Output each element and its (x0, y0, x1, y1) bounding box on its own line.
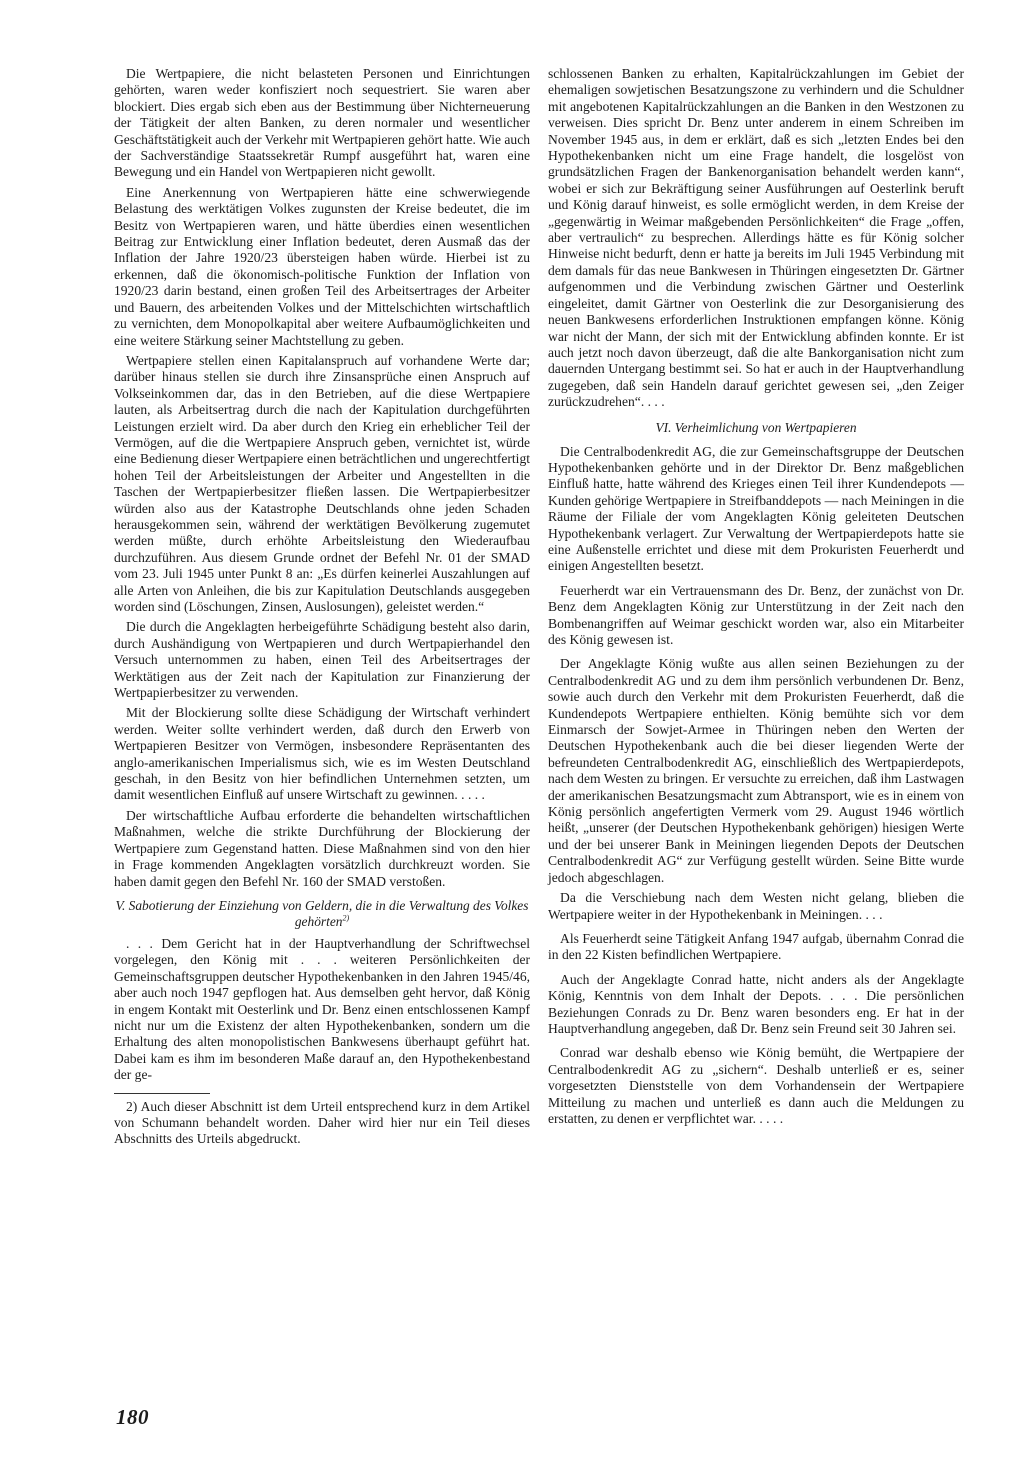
paragraph: Als Feuerherdt seine Tätigkeit Anfang 1947 aufgab, übernahm Conrad die in den 22 Kisten befindlichen Wertpapiere. (548, 930, 964, 963)
paragraph: Feuerherdt war ein Vertrauensmann des Dr. Benz, der zunächst von Dr. Benz dem Angeklagten König zur Unterstützung in der Zeit nach den Bombenangriffen auf Weimar geschickt worden war, also ein Mitarbeiter des König gewesen ist. (548, 582, 964, 647)
paragraph: Auch der Angeklagte Conrad hatte, nicht anders als der Angeklagte König, Kenntnis von dem Inhalt der Depots. . . . Die persönlichen Beziehungen Conrads zu Dr. Benz waren besonders eng. Er hat in der Hauptverhandlung angegeben, daß Dr. Benz sein Freund seit 30 Jahren sei. (548, 971, 964, 1036)
heading-text: V. Sabotierung der Einziehung von Geldern, die in die Verwaltung des Volkes gehörten (115, 897, 529, 929)
paragraph: Wertpapiere stellen einen Kapitalanspruch auf vorhandene Werte dar; darüber hinaus stellen sie durch ihre Zinsansprüche einen Anspruch auf Volkseinkommen dar, das in den Betrieben, auf die diese Wertpapiere lauten, als Arbeitsertrag durch die nach der Kapitulation durchgeführten Leistungen erzielt wird. Da aber durch den Krieg ein erheblicher Teil der Vermögen, auf die die Wertpapiere Anspruch geben, vernichtet ist, würde eine Bedienung dieser Wertpapiere einen beträchtlichen und ungerechtfertigt hohen Teil der Arbeitsleistungen der Arbeiter und Angestellten in die Taschen der Wertpapierbesitzer fließen lassen. Die Wertpapierbesitzer würden also aus der Katastrophe Deutschlands ohne jeden Schaden herausgekommen sein, während der werktätigen Bevölkerung zugemutet werden müßte, durch erhöhte Arbeitsleistung den Wiederaufbau durchzuführen. Aus diesem Grunde ordnet der Befehl Nr. 01 der SMAD vom 23. Juli 1945 unter Punkt 8 an: „Es dürfen keinerlei Auszahlungen auf alle Arten von Anleihen, die bis zur Kapitulation Deutschlands ausgegeben worden sind (Löschungen, Zinsen, Auslosungen), geleistet werden.“ (114, 352, 530, 614)
right-column (548, 66, 964, 1127)
paragraph: Die durch die Angeklagten herbeigeführte Schädigung besteht also darin, durch Aushändigung von Wertpapieren und durch Wertpapierhandel den Versuch unternommen zu haben, einen Teil des Arbeitsertrages der Werktätigen aus der Zeit nach der Kapitulation zur Finanzierung der Wertpapierbesitzer zu verwenden. (114, 619, 530, 701)
section-heading-v (114, 898, 530, 930)
left-column (114, 66, 530, 1148)
paragraph: Der Angeklagte König wußte aus allen seinen Beziehungen zu der Centralbodenkredit AG und zu dem ihm persönlich verbundenen Dr. Benz, sowie auch durch den Verkehr mit dem Prokuristen Feuerherdt, daß die Kundendepots Wertpapiere enthielten. König bemühte sich vor dem Einmarsch der Sowjet-Armee in Thüringen neben den Werten der Deutschen Hypothekenbank auch die bei dieser liegenden Werte der befreundeten Centralbodenkredit AG, einschließlich des Wertpapierdepots, nach dem Westen zu bringen. Er versuchte zu erreichen, daß ihm Lastwagen der amerikanischen Besatzungsmacht zum Abtransport, wie es in einem von König persönlich angefertigten Vermerk vom 29. August 1946 wörtlich heißt, „unserer (der Deutschen Hypothekenbank gehörigen) hiesigen Werte und der bei unserer Bank in Meiningen liegenden Depots der Deutschen Centralbodenkredit AG“ zur Verfügung gestellt würden. Seine Bitte wurde jedoch abgeschlagen. (548, 656, 964, 885)
paragraph: Die Centralbodenkredit AG, die zur Gemeinschaftsgruppe der Deutschen Hypothekenbanken gehörte und in der Direktor Dr. Benz maßgeblichen Einfluß hatte, hatte während des Krieges einen Teil ihrer Kundendepots — Kunden gehörige Wertpapiere in Streifbanddepots — nach Meiningen in die Räume der Filiale der vom Angeklagten König geleiteten Deutschen Hypothekenbank verlagert. Zur Verwaltung der Wertpapierdepots hatte sie eine Außenstelle errichtet und diese mit dem Prokuristen Feuerherdt und einigen Angestellten besetzt. (548, 443, 964, 574)
paragraph: Mit der Blockierung sollte diese Schädigung der Wirtschaft verhindert werden. Weiter sollte verhindert werden, daß durch den Erwerb von Wertpapieren Besitzer von Vermögen, insbesondere Repräsentanten des anglo-amerikanischen Imperialismus sich, wie es im Westen Deutschland geschah, in den Besitz von hier befindlichen Unternehmen setzten, um damit wesentlichen Einfluß auf unsere Wirtschaft zu gewinnen. . . . . (114, 705, 530, 803)
paragraph: . . . Dem Gericht hat in der Hauptverhandlung der Schriftwechsel vorgelegen, den König mit . . . weiteren Persönlichkeiten der Gemeinschaftsgruppen deutscher Hypothekenbanken in den Jahren 1945/46, aber auch noch 1947 gepflogen hat. Aus demselben geht hervor, daß König in engem Kontakt mit Oesterlink und Dr. Benz einen entschlossenen Kampf nicht nur um die Existenz der alten Hypothekenbanken, sondern um die Erhaltung des alten monopolistischen Bankwesens überhaupt geführt hat. Dabei kam es ihm im besonderen Maße darauf an, den Hypothekenbestand der ge- (114, 935, 530, 1083)
paragraph: Der wirtschaftliche Aufbau erforderte die behandelten wirtschaftlichen Maßnahmen, welche die strikte Durchführung der Blockierung der Wertpapiere zum Gegenstand hatten. Diese Maßnahmen sind von den hier in Frage kommenden Angeklagten vorsätzlich durchkreuzt worden. Sie haben damit gegen den Befehl Nr. 160 der SMAD verstoßen. (114, 807, 530, 889)
footnote-ref: 2) (342, 913, 350, 923)
section-heading-vi: VI. Verheimlichung von Wertpapieren (655, 419, 857, 435)
paragraph: Die Wertpapiere, die nicht belasteten Personen und Einrichtungen gehörten, waren weder konfisziert noch sequestriert. Sie waren aber blockiert. Dies ergab sich eben aus der Bestimmung über Nichterneuerung der Tätigkeit der alten Banken, zu deren normaler und wesentlicher Geschäftstätigkeit auch der Verkehr mit Wertpapieren gehört hatte. Wie auch der Sachverständige Staatssekretär Rumpf ausgeführt hat, waren eine Bewegung und ein Handel von Wertpapieren nicht gewollt. (114, 66, 530, 180)
paragraph: Da die Verschiebung nach dem Westen nicht gelang, blieben die Wertpapiere weiter in der Hypothekenbank in Meiningen. . . . (548, 890, 964, 922)
paragraph: Eine Anerkennung von Wertpapieren hätte eine schwerwiegende Belastung des werktätigen Volkes zugunsten der Kreise bedeutet, die im Besitz von Wertpapieren waren, und hätte überdies einen wesentlichen Beitrag zur Entwicklung einer Inflation bedeutet, deren Ausmaß das der Inflation der Jahre 1920/23 übersteigen haben würde. Hierbei ist zu erkennen, daß die ökonomisch-politische Funktion der Inflation von 1920/23 darin bestand, einen großen Teil des Arbeitsertrages der Arbeiter und Bauern, des arbeitenden Volkes und der Mittelschichten wirtschaftlich zu vernichten, dem Monopolkapital aber weitere Aufbaumöglichkeiten und eine weitere Stärkung seiner Machtstellung zu geben. (114, 184, 530, 348)
paragraph: schlossenen Banken zu erhalten, Kapitalrückzahlungen im Gebiet der ehemaligen sowjetischen Besatzungszone zu verhindern und die Schuldner mit angebotenen Kapitalrückzahlungen an die Banken in den Westzonen zu verweisen. Dies spricht Dr. Benz unter anderem in einem Schreiben im November 1945 aus, in dem er erklärt, daß es sich „letzten Endes bei den Hypothekenbanken nicht um eine Frage handelt, die losgelöst von grundsätzlichen Fragen der Bankenorganisation behandelt werden kann“, wobei er sich zur Bekräftigung seiner Ausführungen auf Oesterlink beruft und König darauf hinweist, es solle ermöglicht werden, in dem Kreise der „gegenwärtig in Weimar maßgebenden Persönlichkeiten“ die Frage „offen, aber vertraulich“ zu besprechen. Allerdings hätte es für König solcher Hinweise nicht bedurft, denn er hatte ja bereits im Juli 1945 Verbindung mit dem damals für das neue Bankwesen in Thüringen eingesetzten Dr. Gärtner aufgenommen und die Verbindung zwischen Gärtner und Oesterlink eingeleitet, damit Gärtner von Oesterlink die zur Desorganisierung des neuen Bankwesens erforderlichen Instruktionen empfangen könne. König war nicht der Mann, der sich mit der Entwicklung abfinden konnte. Er ist auch jetzt noch davon überzeugt, daß die alte Bankorganisation nicht zum dauernden Untergang bestimmt sei. So hat er auch in der Hauptverhandlung zugegeben, daß sein Handeln darauf gerichtet gewesen sei, „den Zeiger zurückzudrehen“. . . . (548, 66, 964, 410)
footnote-divider (114, 1093, 210, 1094)
paragraph: Conrad war deshalb ebenso wie König bemüht, die Wertpapiere der Centralbodenkredit AG zu „sichern“. Deshalb unterließ er es, seiner vorgesetzten Dienststelle von dem Vorhandensein der Wertpapiere Mitteilung zu machen und unterließ es dann auch die Meldungen zu erstatten, zu denen er verpflichtet war. . . . . (548, 1045, 964, 1126)
footnote: 2) Auch dieser Abschnitt ist dem Urteil entsprechend kurz in dem Artikel von Schumann behandelt worden. Daher wird hier nur ein Teil dieses Abschnitts des Urteils abgedruckt. (114, 1098, 530, 1147)
page-number: 180 (116, 1405, 149, 1429)
